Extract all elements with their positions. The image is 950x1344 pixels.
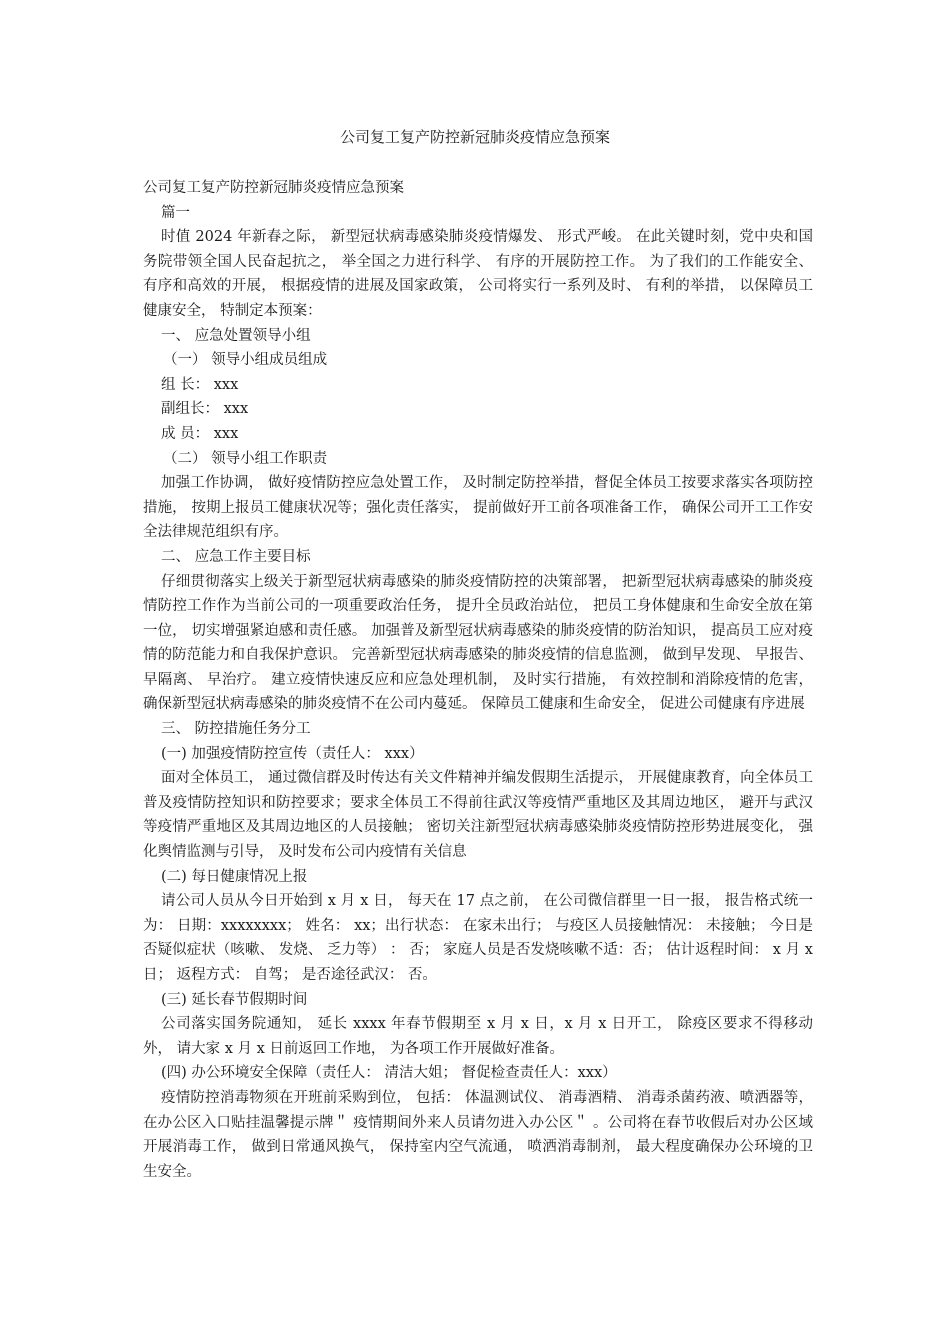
duty-paragraph: 加强工作协调， 做好疫情防控应急处置工作， 及时制定防控举措，督促全体员工按要求落实各项防控措施， 按期上报员工健康状况等；强化责任落实， 提前做好开工前各项准备工作， 确保公司开工工作安全法律规范组织有序。 — [143, 475, 813, 541]
item1-paragraph: 面对全体员工， 通过微信群及时传达有关文件精神并编发假期生活提示， 开展健康教育，向全体员工普及疫情防控知识和防控要求；要求全体员工不得前往武汉等疫情严重地区及其周边地区， 避开与武汉等疫情严重地区及其周边地区的人员接触； 密切关注新型冠状病毒感染肺炎疫情防控形势进展变化， 强化舆情监测与引导， 及时发布公司内疫情有关信息 — [143, 770, 813, 861]
document-subtitle: 公司复工复产防控新冠肺炎疫情应急预案 — [143, 180, 404, 196]
part-label: 篇一 — [161, 204, 190, 221]
intro-paragraph: 时值 2024 年新春之际， 新型冠状病毒感染肺炎疫情爆发、 形式严峻。 在此关键时刻，党中央和国务院带领全国人民奋起抗之， 举全国之力进行科学、 有序的开展防控工作。 为了我们的工作能安全、 有序和高效的开展， 根据疫情的进展及国家政策， 公司将实行一系列及时、 有利的举措， 以保障员工健康安全， 特制定本预案： — [143, 229, 813, 319]
section1-sub2: （二） 领导小组工作职责 — [163, 450, 328, 467]
section2-heading: 二、 应急工作主要目标 — [161, 548, 311, 565]
member-line: 成 员： xxx — [161, 425, 239, 442]
item4-paragraph: 疫情防控消毒物须在开班前采购到位， 包括： 体温测试仪、 消毒酒精、 消毒杀菌药液、喷洒器等， 在办公区入口贴挂温馨提示牌＂ 疫情期间外来人员请勿进入办公区＂ 。公司将在春节收假后对办公区域开展消毒工作， 做到日常通风换气， 保持室内空气流通， 喷洒消毒制剂， 最大程度确保办公环境的卫生安全。 — [143, 1089, 813, 1180]
item3-paragraph: 公司落实国务院通知， 延长 xxxx 年春节假期至 x 月 x 日，x 月 x 日开工， 除疫区要求不得移动外， 请大家 x 月 x 日前返回工作地， 为各项工作开展做好准备。 — [143, 1016, 813, 1057]
item1-title: (一) 加强疫情防控宣传（责任人： xxx） — [161, 745, 424, 762]
item4-title: (四) 办公环境安全保障（责任人： 清洁大姐； 督促检查责任人：xxx） — [161, 1065, 617, 1082]
section1-heading: 一、 应急处置领导小组 — [161, 327, 311, 344]
section1-sub1: （一） 领导小组成员组成 — [163, 352, 328, 369]
section2-paragraph: 仔细贯彻落实上级关于新型冠状病毒感染的肺炎疫情防控的决策部署， 把新型冠状病毒感染的肺炎疫情防控工作作为当前公司的一项重要政治任务， 提升全员政治站位， 把员工身体健康和生命安全放在第一位， 切实增强紧迫感和责任感。 加强普及新型冠状病毒感染的肺炎疫情的防治知识， 提高员工应对疫情的防范能力和自我保护意识。 完善新型冠状病毒感染的肺炎疫情的信息监测， 做到早发现、 早报告、 早隔离、 早治疗。 建立疫情快速反应和应急处理机制， 及时实行措施， 有效控制和消除疫情的危害， 确保新型冠状病毒感染的肺炎疫情不在公司内蔓延。 保障员工健康和生命安全， 促进公司健康有序进展 — [143, 573, 813, 713]
leader-line: 组 长： xxx — [161, 376, 239, 393]
deputy-line: 副组长： xxx — [161, 401, 249, 418]
item2-paragraph: 请公司人员从今日开始到 x 月 x 日， 每天在 17 点之前， 在公司微信群里一日一报， 报告格式统一为： 日期：xxxxxxxx； 姓名： xx；出行状态： 在家未出行； 与疫区人员接触情况： 未接触； 今日是否疑似症状（咳嗽、 发烧、 乏力等） ： 否； 家庭人员是否发烧咳嗽不适：否； 估计返程时间： x 月 x 日； 返程方式： 自驾； 是否途径武汉： 否。 — [143, 893, 813, 983]
item2-title: (二) 每日健康情况上报 — [161, 868, 308, 885]
item3-title: (三) 延长春节假期时间 — [161, 991, 308, 1008]
document-title: 公司复工复产防控新冠肺炎疫情应急预案 — [339, 128, 610, 146]
section3-heading: 三、 防控措施任务分工 — [161, 721, 311, 738]
document-body — [143, 176, 813, 1184]
